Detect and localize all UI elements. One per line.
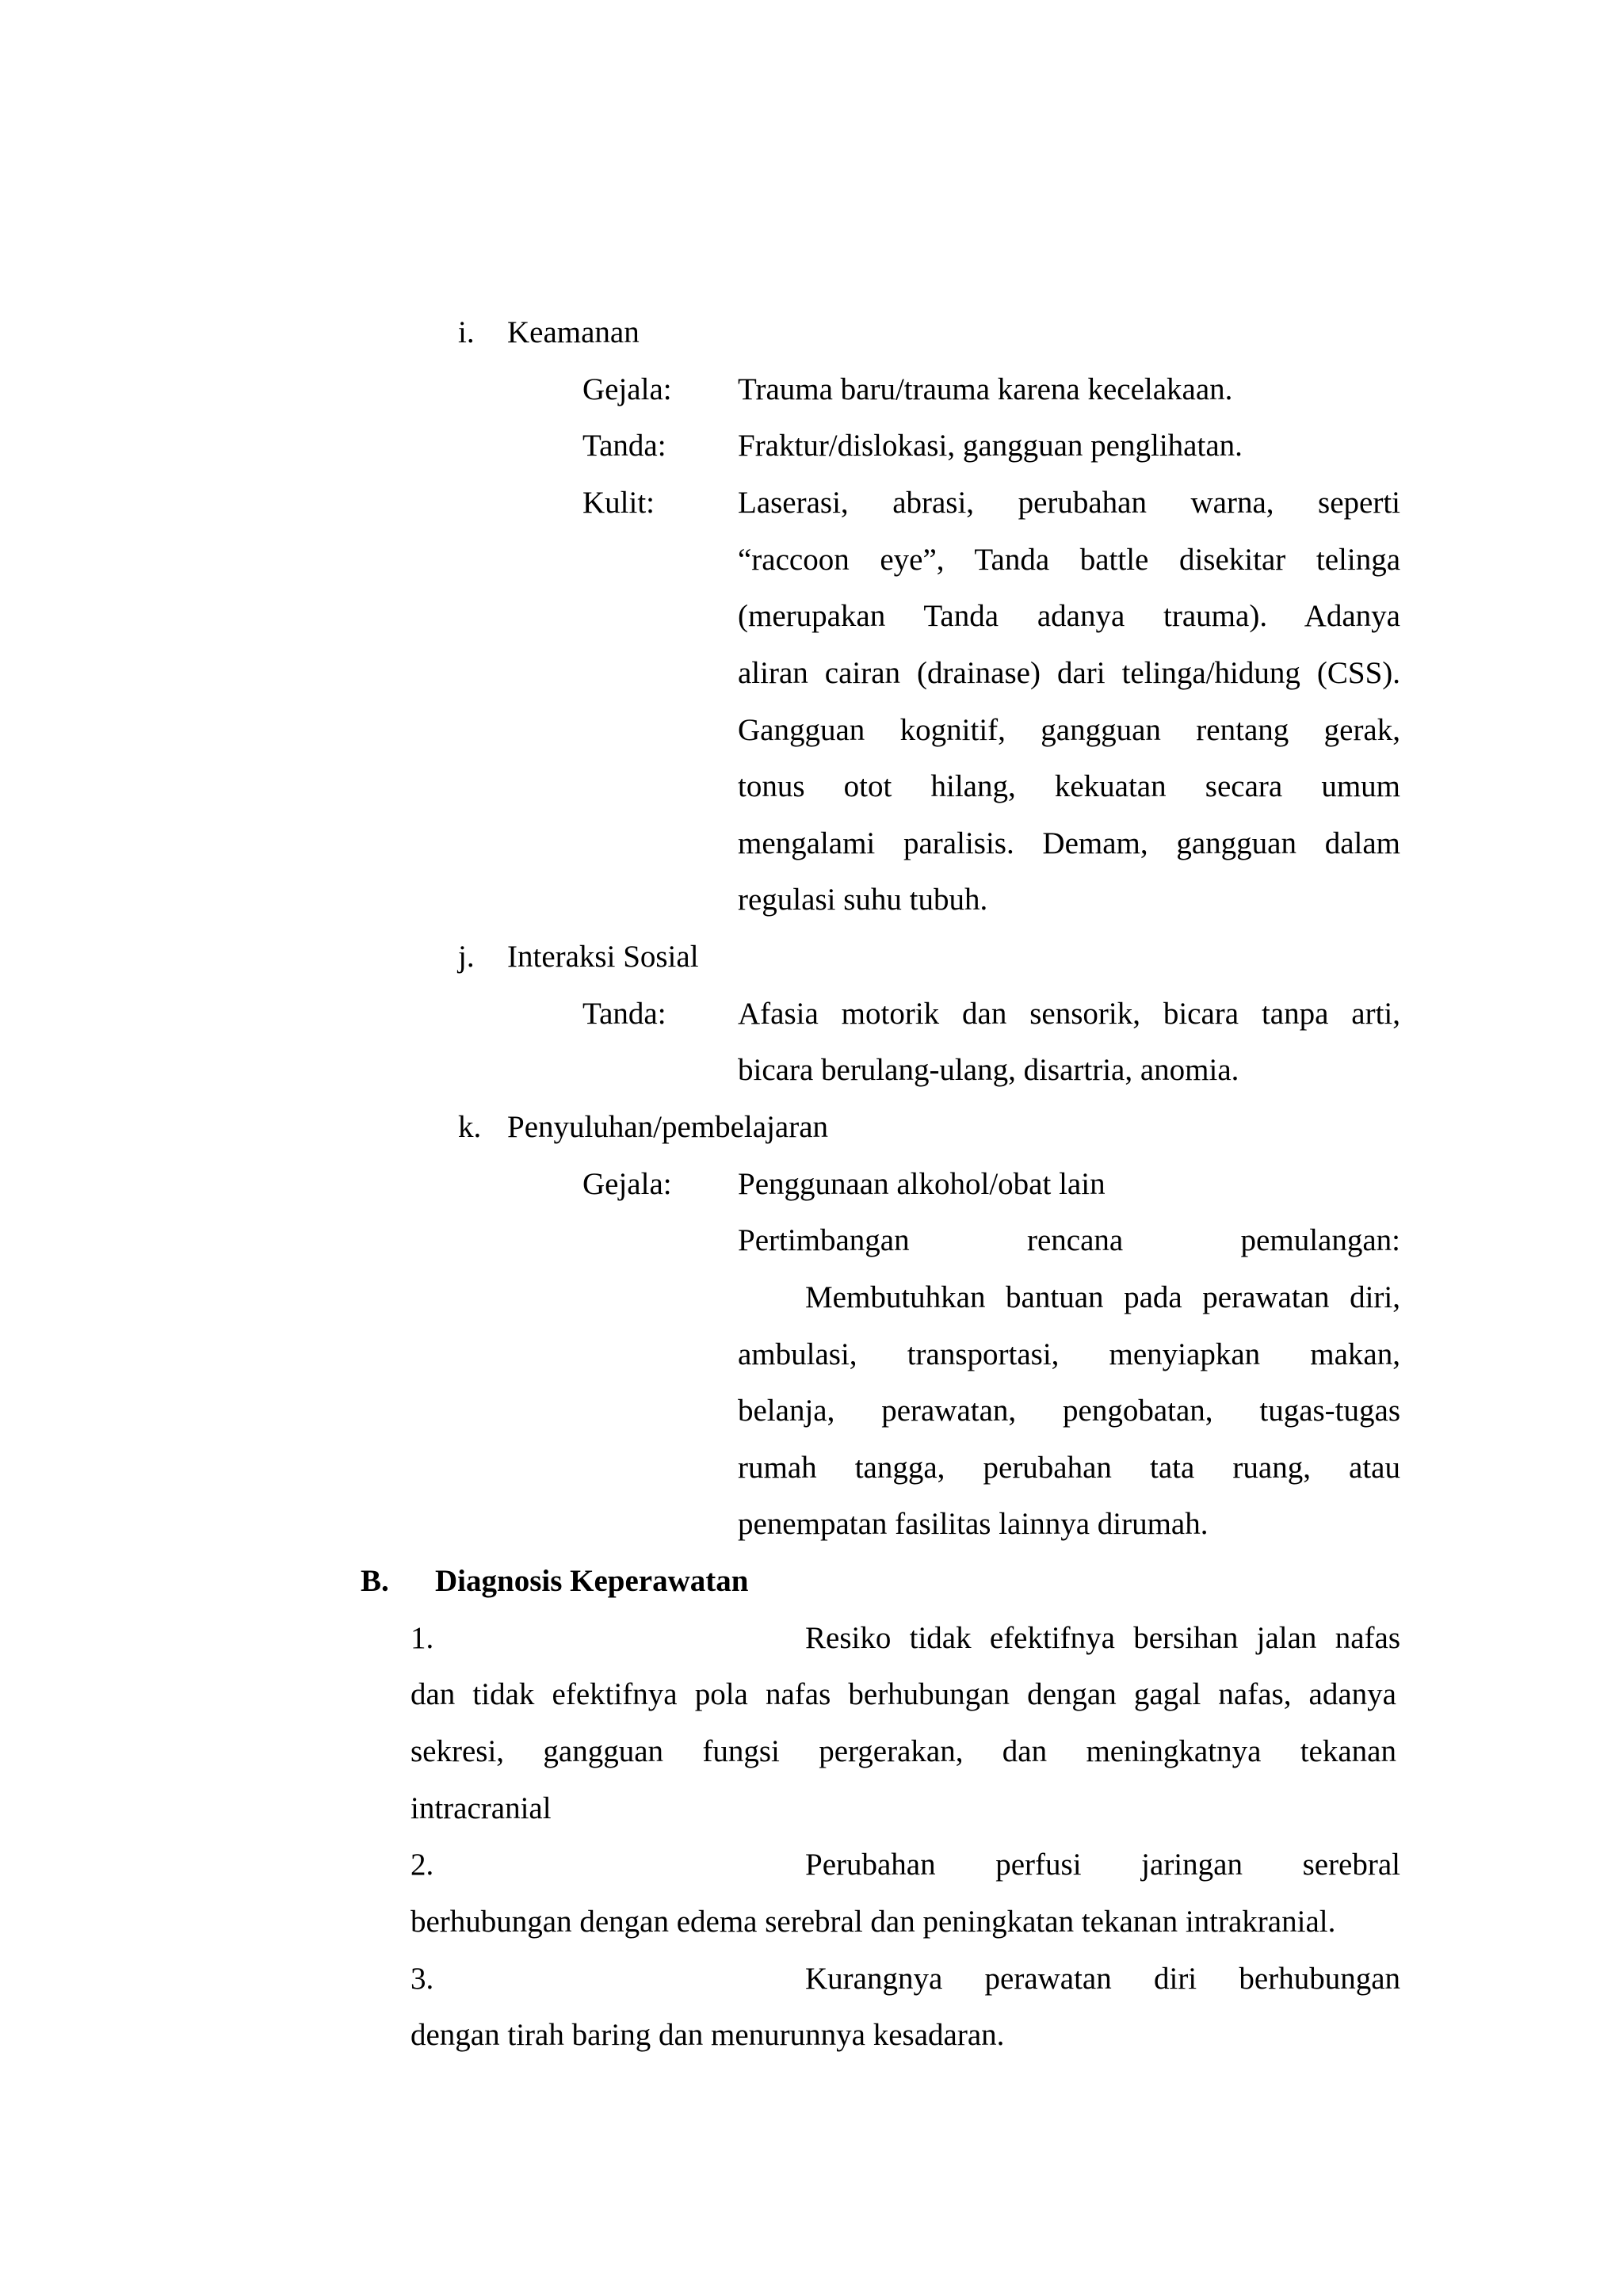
section-k-title: Penyuluhan/pembelajaran — [507, 1110, 829, 1144]
word: serebral — [1302, 1848, 1400, 1882]
diagnosis-title: Diagnosis Keperawatan — [435, 1564, 749, 1598]
section-i-kulit-line: (merupakan Tanda adanya trauma). Adanya — [738, 599, 1400, 633]
section-k-marker: k. — [458, 1110, 482, 1144]
section-j-tanda-label: Tanda: — [582, 997, 666, 1031]
word: perfusi — [995, 1848, 1082, 1882]
diagnosis-item-first-words — [805, 1849, 1400, 1880]
section-k-plan-line: belanja, perawatan, pengobatan, tugas-tugas — [738, 1394, 1400, 1428]
section-k-plan-line: penempatan fasilitas lainnya dirumah. — [738, 1507, 1209, 1541]
diagnosis-item-line: sekresi, gangguan fungsi pergerakan, dan meningkatnya tekanan — [411, 1734, 1396, 1768]
plan-word: pemulangan: — [1240, 1223, 1400, 1257]
diagnosis-item-number: 2. — [411, 1848, 434, 1882]
section-k-plan-line: rumah tangga, perubahan tata ruang, atau — [738, 1451, 1400, 1485]
word: berhubungan — [1239, 1962, 1400, 1996]
section-j-tanda-line: bicara berulang-ulang, disartria, anomia. — [738, 1053, 1239, 1087]
diagnosis-item-line: dan tidak efektifnya pola nafas berhubungan dengan gagal nafas, adanya — [411, 1677, 1396, 1711]
diagnosis-marker: B. — [361, 1564, 389, 1598]
section-i-gejala-label: Gejala: — [582, 372, 672, 406]
word: Kurangnya — [805, 1962, 943, 1996]
section-i-kulit-line: “raccoon eye”, Tanda battle disekitar telinga — [738, 543, 1400, 577]
section-i-tanda-label: Tanda: — [582, 429, 666, 463]
section-j-marker: j. — [458, 940, 475, 974]
plan-word: Pertimbangan — [738, 1223, 910, 1257]
diagnosis-item-number: 1. — [411, 1621, 434, 1655]
section-k-plan-line: Membutuhkan bantuan pada perawatan diri, — [805, 1280, 1400, 1314]
section-i-tanda-text: Fraktur/dislokasi, gangguan penglihatan. — [738, 429, 1243, 463]
section-i-kulit-line: aliran cairan (drainase) dari telinga/hidung (CSS). — [738, 656, 1400, 690]
diagnosis-item-first-words — [805, 1963, 1400, 1994]
section-j-tanda-line: Afasia motorik dan sensorik, bicara tanpa arti, — [738, 997, 1400, 1031]
section-i-kulit-line: Laserasi, abrasi, perubahan warna, seperti — [738, 486, 1400, 520]
plan-word: rencana — [1026, 1223, 1124, 1257]
diagnosis-item-number: 3. — [411, 1962, 434, 1996]
section-k-gejala-label: Gejala: — [582, 1167, 672, 1201]
section-i-kulit-line: mengalami paralisis. Demam, gangguan dalam — [738, 826, 1400, 860]
section-j-title: Interaksi Sosial — [507, 940, 699, 974]
word: diri — [1153, 1962, 1197, 1996]
word: Perubahan — [805, 1848, 936, 1882]
diagnosis-item-line: berhubungan dengan edema serebral dan peningkatan tekanan intrakranial. — [411, 1905, 1336, 1939]
section-i-marker: i. — [458, 315, 475, 349]
section-i-gejala-text: Trauma baru/trauma karena kecelakaan. — [738, 372, 1233, 406]
diagnosis-item-line: intracranial — [411, 1791, 552, 1825]
section-k-plan-heading — [738, 1225, 1400, 1256]
section-i-kulit-line: Gangguan kognitif, gangguan rentang gerak, — [738, 713, 1400, 747]
word: perawatan — [984, 1962, 1112, 1996]
section-i-kulit-label: Kulit: — [582, 486, 655, 520]
diagnosis-item-first-line: Resiko tidak efektifnya bersihan jalan nafas — [805, 1621, 1400, 1655]
section-k-plan-line: ambulasi, transportasi, menyiapkan makan, — [738, 1337, 1400, 1371]
section-k-gejala-text: Penggunaan alkohol/obat lain — [738, 1167, 1106, 1201]
section-i-kulit-line: regulasi suhu tubuh. — [738, 883, 988, 917]
section-i-title: Keamanan — [507, 315, 640, 349]
diagnosis-item-line: dengan tirah baring dan menurunnya kesadaran. — [411, 2018, 1005, 2052]
section-i-kulit-line: tonus otot hilang, kekuatan secara umum — [738, 769, 1400, 803]
word: jaringan — [1141, 1848, 1243, 1882]
